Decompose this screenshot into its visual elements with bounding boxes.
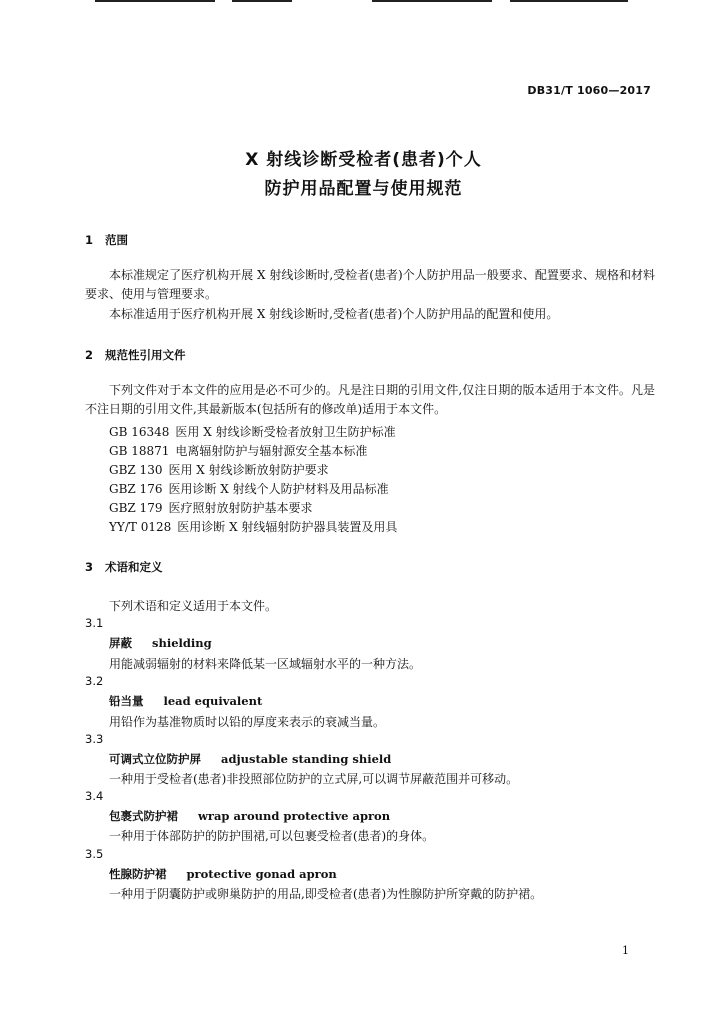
term-name-en: lead equivalent <box>163 694 263 708</box>
term-name-zh: 屏蔽 <box>109 636 132 650</box>
reference-code: YY/T 0128 <box>109 520 172 534</box>
term-name-zh: 铅当量 <box>109 694 144 708</box>
section-title: 术语和定义 <box>105 560 163 574</box>
section-heading-references <box>85 347 186 363</box>
reference-item <box>109 442 367 459</box>
section-heading-terms <box>85 559 163 575</box>
term-name-en: protective gonad apron <box>186 867 337 881</box>
reference-code: GBZ 176 <box>109 482 163 496</box>
reference-item <box>109 480 389 497</box>
reference-title: 电离辐射防护与辐射源安全基本标准 <box>175 444 368 458</box>
section-title: 范围 <box>105 233 128 247</box>
reference-item <box>109 518 397 535</box>
term-name-zh: 包裹式防护裙 <box>109 809 178 823</box>
document-title-line2: 防护用品配置与使用规范 <box>264 179 463 199</box>
term-name-en: shielding <box>152 636 212 650</box>
reference-item <box>109 461 329 478</box>
references-intro: 下列文件对于本文件的应用是必不可少的。凡是注日期的引用文件,仅注日期的版本适用于本文件。凡是不注日期的引用文件,其最新版本(包括所有的修改单)适用于本文件。 <box>85 383 655 416</box>
page-number: 1 <box>622 944 629 957</box>
section-number: 1 <box>85 233 94 247</box>
term-name-en: adjustable standing shield <box>221 752 392 766</box>
section-number: 3 <box>85 560 94 574</box>
terms-intro: 下列术语和定义适用于本文件。 <box>109 599 278 613</box>
term-number: 3.2 <box>85 674 104 688</box>
term-name <box>109 866 337 882</box>
term-name-en: wrap around protective apron <box>198 809 391 823</box>
reference-title: 医用 X 射线诊断受检者放射卫生防护标准 <box>175 425 396 439</box>
reference-title: 医用诊断 X 射线个人防护材料及用品标准 <box>168 482 389 496</box>
reference-code: GBZ 130 <box>109 463 163 477</box>
term-number: 3.3 <box>85 732 104 746</box>
section-heading-scope <box>85 232 128 248</box>
scan-artifact-line <box>372 0 492 2</box>
term-name <box>109 808 390 824</box>
scope-paragraph-2: 本标准适用于医疗机构开展 X 射线诊断时,受检者(患者)个人防护用品的配置和使用。 <box>109 307 559 321</box>
scope-paragraph-1: 本标准规定了医疗机构开展 X 射线诊断时,受检者(患者)个人防护用品一般要求、配置要求、规格和材料要求、使用与管理要求。 <box>85 268 655 301</box>
section-title: 规范性引用文件 <box>105 348 186 362</box>
standard-number: DB31/T 1060—2017 <box>527 84 651 97</box>
reference-code: GB 16348 <box>109 425 170 439</box>
term-name <box>109 693 262 709</box>
term-definition: 一种用于体部防护的防护围裙,可以包裹受检者(患者)的身体。 <box>109 829 435 843</box>
term-definition: 用铅作为基准物质时以铅的厚度来表示的衰减当量。 <box>109 715 386 729</box>
term-number: 3.5 <box>85 847 104 861</box>
document-title-line1: X 射线诊断受检者(患者)个人 <box>245 150 482 170</box>
term-number: 3.4 <box>85 789 104 803</box>
term-definition: 一种用于阴囊防护或卵巢防护的用品,即受检者(患者)为性腺防护所穿戴的防护裙。 <box>109 887 543 901</box>
reference-title: 医用 X 射线诊断放射防护要求 <box>168 463 329 477</box>
reference-item <box>109 423 396 440</box>
reference-title: 医用诊断 X 射线辐射防护器具装置及用具 <box>177 520 398 534</box>
section-number: 2 <box>85 348 94 362</box>
reference-item <box>109 499 312 516</box>
term-name <box>109 635 212 651</box>
scan-artifact-line <box>95 0 215 2</box>
term-definition: 一种用于受检者(患者)非投照部位防护的立式屏,可以调节屏蔽范围并可移动。 <box>109 772 519 786</box>
scan-artifact-line <box>510 0 628 2</box>
term-name <box>109 751 391 767</box>
reference-code: GBZ 179 <box>109 501 163 515</box>
reference-title: 医疗照射放射防护基本要求 <box>168 501 313 515</box>
scan-artifact-line <box>232 0 292 2</box>
term-name-zh: 可调式立位防护屏 <box>109 752 201 766</box>
term-number: 3.1 <box>85 616 104 630</box>
reference-code: GB 18871 <box>109 444 170 458</box>
term-name-zh: 性腺防护裙 <box>109 867 167 881</box>
term-definition: 用能减弱辐射的材料来降低某一区域辐射水平的一种方法。 <box>109 657 422 671</box>
